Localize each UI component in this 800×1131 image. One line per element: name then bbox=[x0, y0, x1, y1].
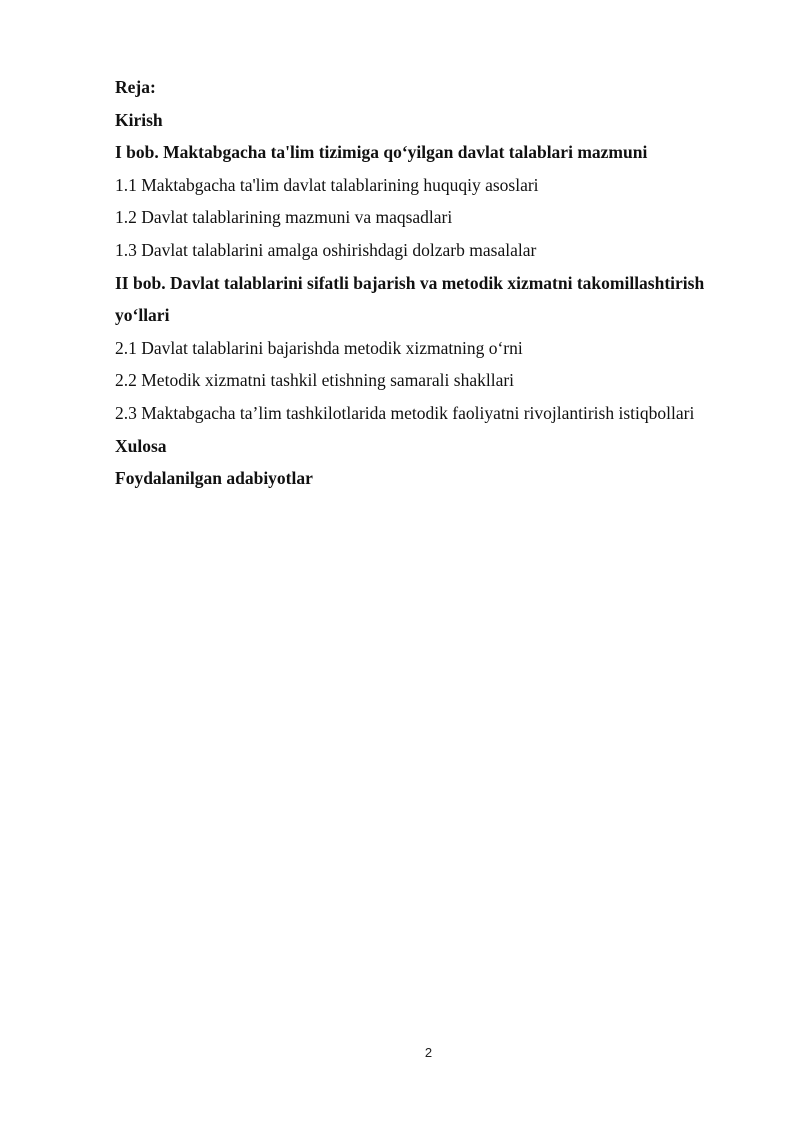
toc-section-2-3: 2.3 Maktabgacha ta’lim tashkilotlarida metodik faoliyatni rivojlantirish istiqbollari bbox=[115, 402, 695, 423]
toc-section-1-2: 1.2 Davlat talablarining mazmuni va maqsadlari bbox=[115, 207, 453, 228]
toc-chapter-2-title-line-2: yo‘llari bbox=[115, 305, 170, 326]
toc-section-2-2: 2.2 Metodik xizmatni tashkil etishning samarali shakllari bbox=[115, 370, 515, 391]
toc-section-1-1: 1.1 Maktabgacha ta'lim davlat talablarining huquqiy asoslari bbox=[115, 174, 539, 195]
toc-section-1-3: 1.3 Davlat talablarini amalga oshirishdagi dolzarb masalalar bbox=[115, 239, 537, 260]
page-number: 2 bbox=[424, 1045, 433, 1060]
toc-item-references: Foydalanilgan adabiyotlar bbox=[115, 468, 313, 489]
toc-item-conclusion: Xulosa bbox=[115, 435, 167, 456]
toc-chapter-2-title-line-1: II bob. Davlat talablarini sifatli bajarish va metodik xizmatni takomillashtirish bbox=[115, 272, 705, 293]
table-of-contents bbox=[115, 71, 755, 495]
toc-chapter-1-title: I bob. Maktabgacha ta'lim tizimiga qo‘yilgan davlat talablari mazmuni bbox=[115, 142, 648, 163]
toc-heading: Reja: bbox=[115, 77, 156, 97]
toc-item-introduction: Kirish bbox=[115, 109, 163, 130]
toc-section-2-1: 2.1 Davlat talablarini bajarishda metodik xizmatning o‘rni bbox=[115, 337, 523, 358]
